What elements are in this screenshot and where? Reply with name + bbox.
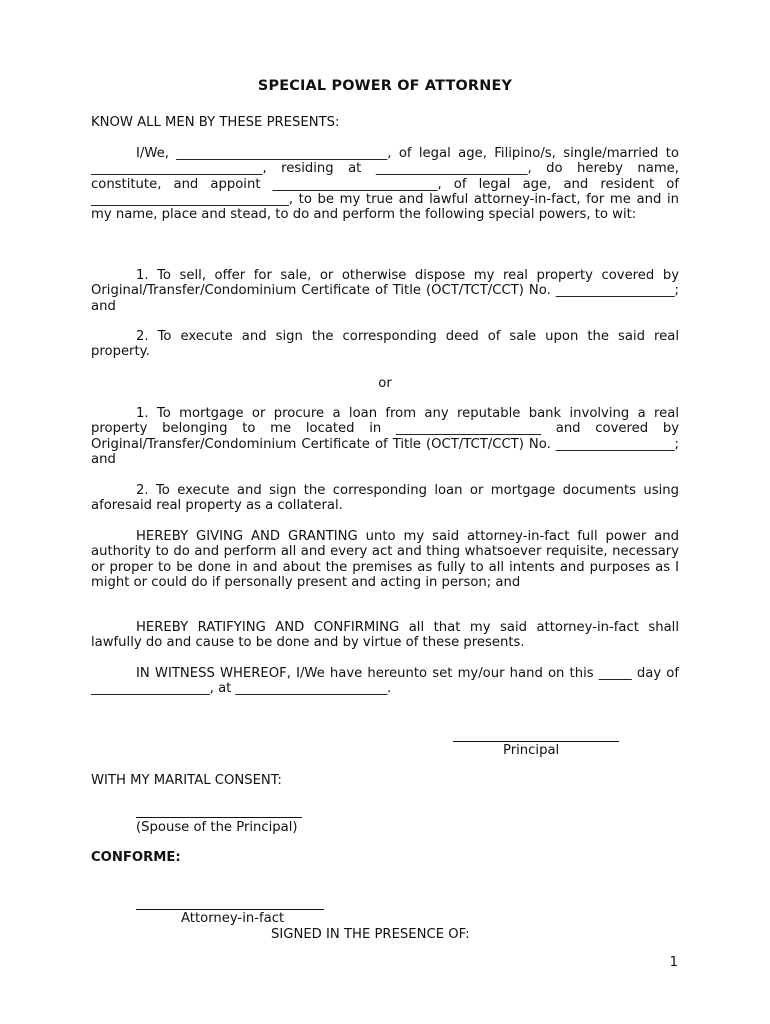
signed-in-presence-heading: SIGNED IN THE PRESENCE OF: [271,927,470,942]
conforme-heading: CONFORME: [91,850,181,865]
spouse-label: (Spouse of the Principal) [136,820,298,835]
mortgage-power-item-1: 1. To mortgage or procure a loan from any reputable bank involving a real property belonging to me located in ______________________ and covered by Original/Transfer/Condominium Certificate of Title (OCT/TCT/CCT) No. __________________; and [91,406,679,467]
witness-paragraph: IN WITNESS WHEREOF, I/We have hereunto set my/our hand on this _____ day of __________________, at _______________________. [91,666,679,697]
attorney-in-fact-label: Attorney-in-fact [181,911,285,926]
principal-label: Principal [503,743,560,758]
document-page [91,0,679,1024]
page-number: 1 [669,955,678,970]
ratifying-paragraph: HEREBY RATIFYING AND CONFIRMING all that my said attorney-in-fact shall lawfully do and cause to be done and by virtue of these presents. [91,620,679,651]
mortgage-power-item-2: 2. To execute and sign the corresponding loan or mortgage documents using aforesaid real property as a collateral. [91,483,679,514]
marital-consent-heading: WITH MY MARITAL CONSENT: [91,773,282,788]
giving-granting-paragraph: HEREBY GIVING AND GRANTING unto my said attorney-in-fact full power and authority to do and perform all and every act and thing whatsoever requisite, necessary or proper to be done in and about the premises as fully to all intents and purposes as I might or could do if personally present and acting in person; and [91,529,679,590]
attorney-signature-line [136,909,324,910]
spouse-signature-line [136,817,302,818]
intro-heading: KNOW ALL MEN BY THESE PRESENTS: [91,115,340,130]
or-separator: or [378,376,392,391]
principal-signature-line [453,741,619,742]
appointment-paragraph: I/We, ________________________________, of legal age, Filipino/s, single/married to __________________________, residing at _______________________, do hereby name, constitute, and appoint _________________________, of legal age, and resident of ______________________________, to be my true and lawful attorney-in-fact, for me and in my name, place and stead, to do and perform the following special powers, to wit: [91,146,679,223]
sell-power-item-1: 1. To sell, offer for sale, or otherwise dispose my real property covered by Original/Transfer/Condominium Certificate of Title (OCT/TCT/CCT) No. __________________; and [91,268,679,314]
document-title: SPECIAL POWER OF ATTORNEY [257,78,513,94]
sell-power-item-2: 2. To execute and sign the corresponding deed of sale upon the said real property. [91,329,679,360]
